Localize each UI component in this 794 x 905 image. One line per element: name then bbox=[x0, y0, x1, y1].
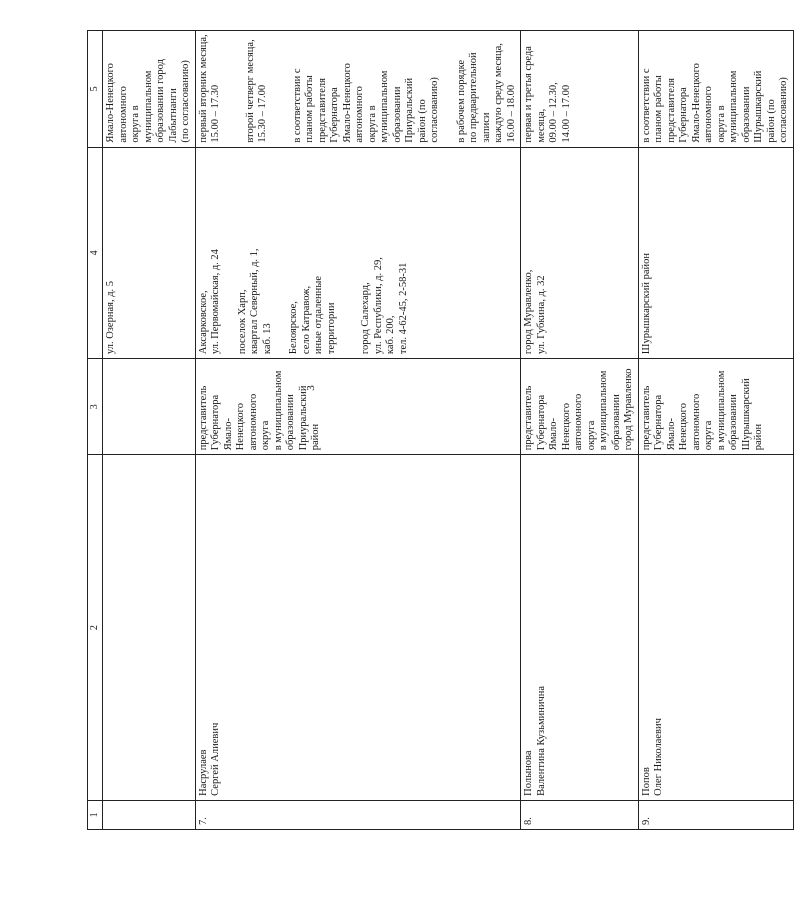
reception-addresses: город Муравленко, ул. Губкина, д. 32 bbox=[521, 147, 639, 358]
reception-schedules: в соответствии с планом работы представителя Губернатора Ямало-Ненецкого автономного округа в муниципальном образовании Шурышкарский район (по согласованию) bbox=[638, 31, 793, 148]
continuation-address: ул. Озерная, д. 5 bbox=[103, 147, 196, 358]
table-header-row bbox=[88, 31, 103, 830]
header-cell-4: 4 bbox=[88, 147, 103, 358]
reception-addresses: Шурышкарский район bbox=[638, 147, 793, 358]
table-row bbox=[521, 31, 639, 830]
table-row bbox=[638, 31, 793, 830]
table-row-continuation bbox=[103, 31, 196, 830]
official-name: Полынова Валентина Кузьминична bbox=[521, 455, 639, 801]
row-number: 7. bbox=[195, 800, 521, 829]
official-name: Насрулаев Сергей Алиевич bbox=[195, 455, 521, 801]
header-cell-5: 5 bbox=[88, 31, 103, 148]
row-number: 9. bbox=[638, 800, 793, 829]
row-number: 8. bbox=[521, 800, 639, 829]
page-number: 3 bbox=[304, 385, 317, 391]
official-position: представитель Губернатора Ямало- Ненецкого автономного округа в муниципальном образовании Приуральский район bbox=[195, 359, 521, 455]
header-cell-3: 3 bbox=[88, 359, 103, 455]
officials-table bbox=[87, 30, 789, 830]
header-cell-2: 2 bbox=[88, 455, 103, 801]
header-cell-1: 1 bbox=[88, 800, 103, 829]
reception-schedules: первый вторник месяца, 15.00 – 17.30 второй четверг месяца, 15.30 – 17.00 в соответствии с планом работы представителя Губернатора Ямало-Ненецкого автономного округа в муниципальном образовании Приуральский район (по согласованию) в рабочем порядке по предварительной записи каждую среду месяца, 16.00 – 18.00 bbox=[195, 31, 521, 148]
reception-schedules: первая и третья среда месяца, 09.00 – 12.30, 14.00 – 17.00 bbox=[521, 31, 639, 148]
continuation-schedule: Ямало-Ненецкого автономного округа в муниципальном образовании город Лабытнанги (по согласованию) bbox=[103, 31, 196, 148]
official-name: Попов Олег Николаевич bbox=[638, 455, 793, 801]
reception-addresses: Аксарковское, ул. Первомайская, д. 24 поселок Харп, квартал Северный, д. 1, каб. 13 Белоярское, село Катравож, иные отдаленные территории город Салехард, ул. Республики, д. 29, каб. 200, тел. 4-62-45, 2-58-31 bbox=[195, 147, 521, 358]
table-row bbox=[195, 31, 521, 830]
official-position: представитель Губернатора Ямало- Ненецкого автономного округа в муниципальном образовании город Муравленко bbox=[521, 359, 639, 455]
official-position: представитель Губернатора Ямало- Ненецкого автономного округа в муниципальном образовании Шурышкарский район bbox=[638, 359, 793, 455]
